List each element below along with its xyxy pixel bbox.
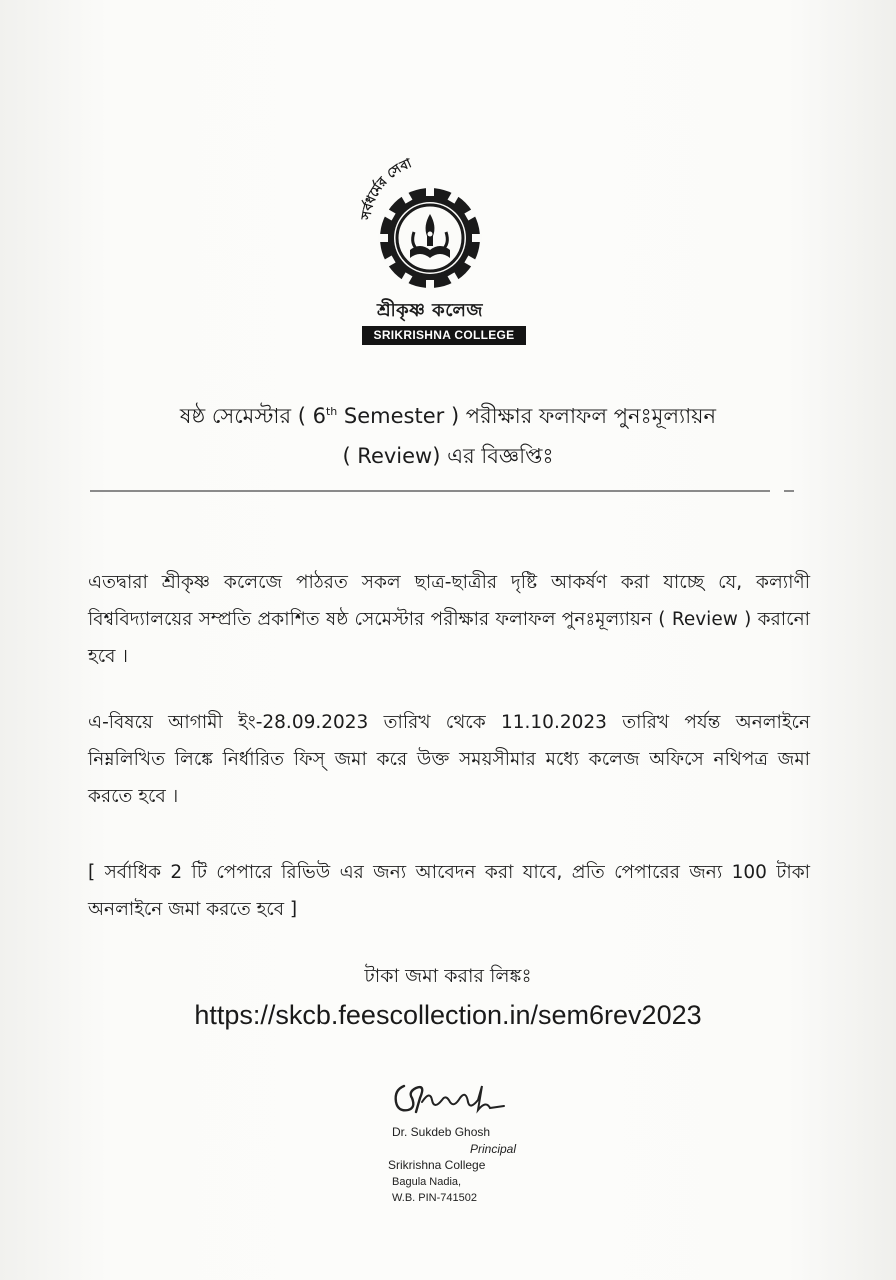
notice-title-line1 — [60, 392, 836, 436]
divider-line-tail — [784, 490, 794, 492]
notice-paragraph-3: [ সর্বাধিক 2 টি পেপারে রিভিউ এর জন্য আবেদন করা যাবে, প্রতি পেপারের জন্য 100 টাকা অনলাইনে জমা করতে হবে ] — [88, 862, 810, 920]
notice-paragraph-1: এতদ্বারা শ্রীকৃষ্ণ কলেজে পাঠরত সকল ছাত্র-ছাত্রীর দৃষ্টি আকর্ষণ করা যাচ্ছে যে, কল্যাণী বিশ্ববিদ্যালয়ের সম্প্রতি প্রকাশিত ষষ্ঠ সেমেস্টার পরীক্ষার ফলাফল পুনঃমূল্যায়ন ( Review ) করানো হবে । — [88, 572, 810, 667]
divider-line — [90, 490, 770, 492]
principal-pin: W.B. PIN-741502 — [392, 1192, 477, 1204]
signature-icon — [386, 1072, 516, 1122]
college-name-english: SRIKRISHNA COLLEGE — [362, 326, 526, 345]
principal-college: Srikrishna College — [388, 1158, 486, 1172]
title-superscript: th — [325, 405, 338, 418]
principal-name: Dr. Sukdeb Ghosh — [392, 1125, 491, 1139]
college-name-bengali: শ্রীকৃষ্ণ কলেজ — [376, 300, 484, 321]
notice-title-line2: ( Review) এর বিজ্ঞপ্তিঃ — [342, 444, 554, 468]
payment-link-label: টাকা জমা করার লিঙ্কঃ — [364, 965, 532, 987]
notice-paragraph-2: এ-বিষয়ে আগামী ইং-28.09.2023 তারিখ থেকে 11.10.2023 তারিখ পর্যন্ত অনলাইনে নিম্নলিখিত লিঙ্কে নির্ধারিত ফিস্ জমা করে উক্ত সময়সীমার মধ্যে কলেজ অফিসে নথিপত্র জমা করতে হবে । — [88, 712, 810, 807]
principal-details — [388, 1124, 548, 1207]
payment-link-url[interactable]: https://skcb.feescollection.in/sem6rev2023 — [194, 1000, 702, 1030]
principal-signature — [386, 1072, 516, 1122]
title-part1: ষষ্ঠ সেমেস্টার ( 6 — [179, 404, 326, 428]
principal-designation: Principal — [470, 1141, 517, 1156]
principal-place: Bagula Nadia, — [392, 1175, 462, 1188]
logo-arc-text: সর্বধর্মের সেবা — [358, 156, 414, 221]
title-part2: Semester ) পরীক্ষার ফলাফল পুনঃমূল্যায়ন — [337, 404, 717, 428]
